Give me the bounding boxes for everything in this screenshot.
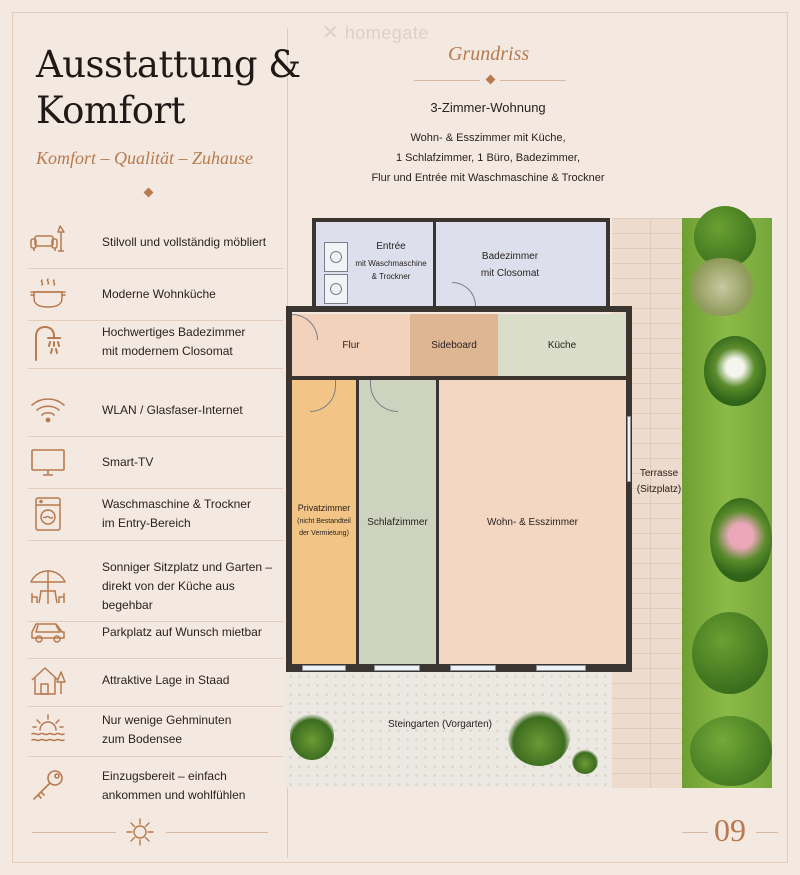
room-label-bad <box>440 248 580 282</box>
feature-text: Smart-TV <box>102 454 154 469</box>
footer-rule <box>166 832 268 833</box>
feature-text: Einzugsbereit – einfach <box>102 769 227 783</box>
wall <box>433 222 436 306</box>
feature-divider <box>28 540 283 541</box>
room-label-steingarten: Steingarten (Vorgarten) <box>388 719 492 730</box>
page-subtitle: Komfort – Qualität – Zuhause <box>36 148 254 168</box>
wall <box>286 306 292 672</box>
room-sub-line: (nicht Bestandteil <box>297 518 351 525</box>
wall <box>626 306 632 672</box>
feature-divider <box>28 488 283 489</box>
room-sideboard <box>410 314 498 376</box>
feature-text: Moderne Wohnküche <box>102 286 216 301</box>
homegate-logo <box>322 20 429 45</box>
apartment-type: 3-Zimmer-Wohnung <box>430 100 546 115</box>
wall <box>436 380 439 664</box>
feature-divider <box>28 320 283 321</box>
description-line: Flur und Entrée mit Waschmaschine & Trockner <box>371 172 605 184</box>
heading-rule <box>500 80 566 81</box>
room-line: Terrasse <box>639 468 679 479</box>
logo-cross-icon: ✕ <box>322 22 340 44</box>
wall <box>606 218 610 308</box>
shrub <box>690 716 772 786</box>
page-number: 09 <box>714 812 746 848</box>
wall <box>292 376 626 380</box>
room-label-terrasse <box>634 466 684 498</box>
feature-divider <box>28 368 283 369</box>
room-label-privat <box>292 502 356 540</box>
feature-item <box>28 766 283 806</box>
room-sub-line: der Vermietung) <box>299 530 349 537</box>
car-icon <box>28 612 68 652</box>
wall <box>356 380 359 664</box>
page-number-rule <box>682 832 708 833</box>
parasol-table-icon <box>28 567 68 607</box>
feature-text: WLAN / Glasfaser-Internet <box>102 402 243 417</box>
room-line: (Sitzplatz) <box>636 484 682 495</box>
room-label-kueche: Küche <box>547 339 577 351</box>
feature-text: direkt von der Küche aus begehbar <box>102 579 235 612</box>
rock-garden-plant <box>572 748 598 774</box>
sofa-lamp-icon <box>28 222 68 262</box>
tree <box>692 612 768 694</box>
wifi-icon <box>28 390 68 430</box>
feature-item <box>28 322 283 362</box>
plan-heading: Grundriss <box>448 43 530 65</box>
wall <box>312 218 316 308</box>
feature-divider <box>28 436 283 437</box>
feature-divider <box>28 268 283 269</box>
ornamental-grass <box>684 258 760 316</box>
feature-item <box>28 660 283 700</box>
feature-text: im Entry-Bereich <box>102 516 191 530</box>
feature-text: ankommen und wohlfühlen <box>102 788 246 802</box>
feature-text: Stilvoll und vollständig möbliert <box>102 234 267 249</box>
room-sub-line: mit Waschmaschine <box>355 259 427 268</box>
window <box>374 665 420 671</box>
feature-divider <box>28 706 283 707</box>
feature-text: Waschmaschine & Trockner <box>102 497 251 511</box>
room-wohn <box>439 380 626 664</box>
key-icon <box>28 766 68 806</box>
feature-divider <box>28 658 283 659</box>
feature-item <box>28 612 283 652</box>
room-label-schlaf: Schlafzimmer <box>367 516 428 528</box>
feature-item <box>28 274 283 314</box>
washing-machine-symbol <box>324 242 348 272</box>
house-tree-icon <box>28 660 68 700</box>
washing-machine-icon <box>28 494 68 534</box>
feature-item <box>28 710 283 750</box>
feature-text: mit modernem Closomat <box>102 344 233 358</box>
lake-sun-icon <box>28 710 68 750</box>
page-title <box>36 42 301 134</box>
cooking-pot-icon <box>28 274 68 314</box>
room-label-sideboard: Sideboard <box>431 339 477 351</box>
room-line: mit Closomat <box>480 268 540 279</box>
dryer-symbol <box>324 274 348 304</box>
room-label-entree: Entrée <box>376 241 406 252</box>
room-label-flur: Flur <box>342 339 360 351</box>
room-label-wohn: Wohn- & Esszimmer <box>487 516 578 528</box>
page-number-rule <box>756 832 778 833</box>
wall <box>286 306 632 312</box>
sun-ornament-icon <box>124 816 156 848</box>
feature-text: zum Bodensee <box>102 732 183 746</box>
tv-icon <box>28 442 68 482</box>
window <box>536 665 586 671</box>
title-line-2: Komfort <box>36 89 186 132</box>
wall <box>312 218 610 222</box>
room-schlaf <box>359 380 436 664</box>
logo-text: homegate <box>344 23 429 43</box>
title-line-1: Ausstattung & <box>36 43 301 86</box>
feature-text: Nur wenige Gehminuten <box>102 713 232 727</box>
room-line: Privatzimmer <box>297 503 351 513</box>
description-line: Wohn- & Esszimmer mit Küche, <box>410 132 566 144</box>
room-label-entree-sub <box>350 257 432 283</box>
feature-text: Sonniger Sitzplatz und Garten – <box>102 560 273 574</box>
window <box>450 665 496 671</box>
heading-rule <box>414 80 480 81</box>
feature-text: Parkplatz auf Wunsch mietbar <box>102 624 262 639</box>
rock-garden-plant <box>290 710 334 760</box>
feature-item <box>28 222 283 262</box>
hydrangea-bush <box>704 336 766 406</box>
flowering-shrub <box>710 498 772 582</box>
apartment-description <box>288 128 688 188</box>
feature-divider <box>28 756 283 757</box>
feature-item <box>28 390 283 430</box>
feature-item <box>28 558 283 615</box>
description-line: 1 Schlafzimmer, 1 Büro, Badezimmer, <box>395 152 580 164</box>
room-line: Badezimmer <box>481 251 539 262</box>
terrace-door <box>627 416 631 482</box>
footer-rule <box>32 832 116 833</box>
feature-item <box>28 442 283 482</box>
feature-text: Attraktive Lage in Staad <box>102 672 230 687</box>
shower-icon <box>28 322 68 362</box>
rock-garden-plant <box>508 708 570 766</box>
window <box>302 665 346 671</box>
feature-item <box>28 494 283 534</box>
feature-text: Hochwertiges Badezimmer <box>102 325 246 339</box>
room-sub-line: & Trockner <box>371 272 411 281</box>
room-kueche <box>498 314 626 376</box>
